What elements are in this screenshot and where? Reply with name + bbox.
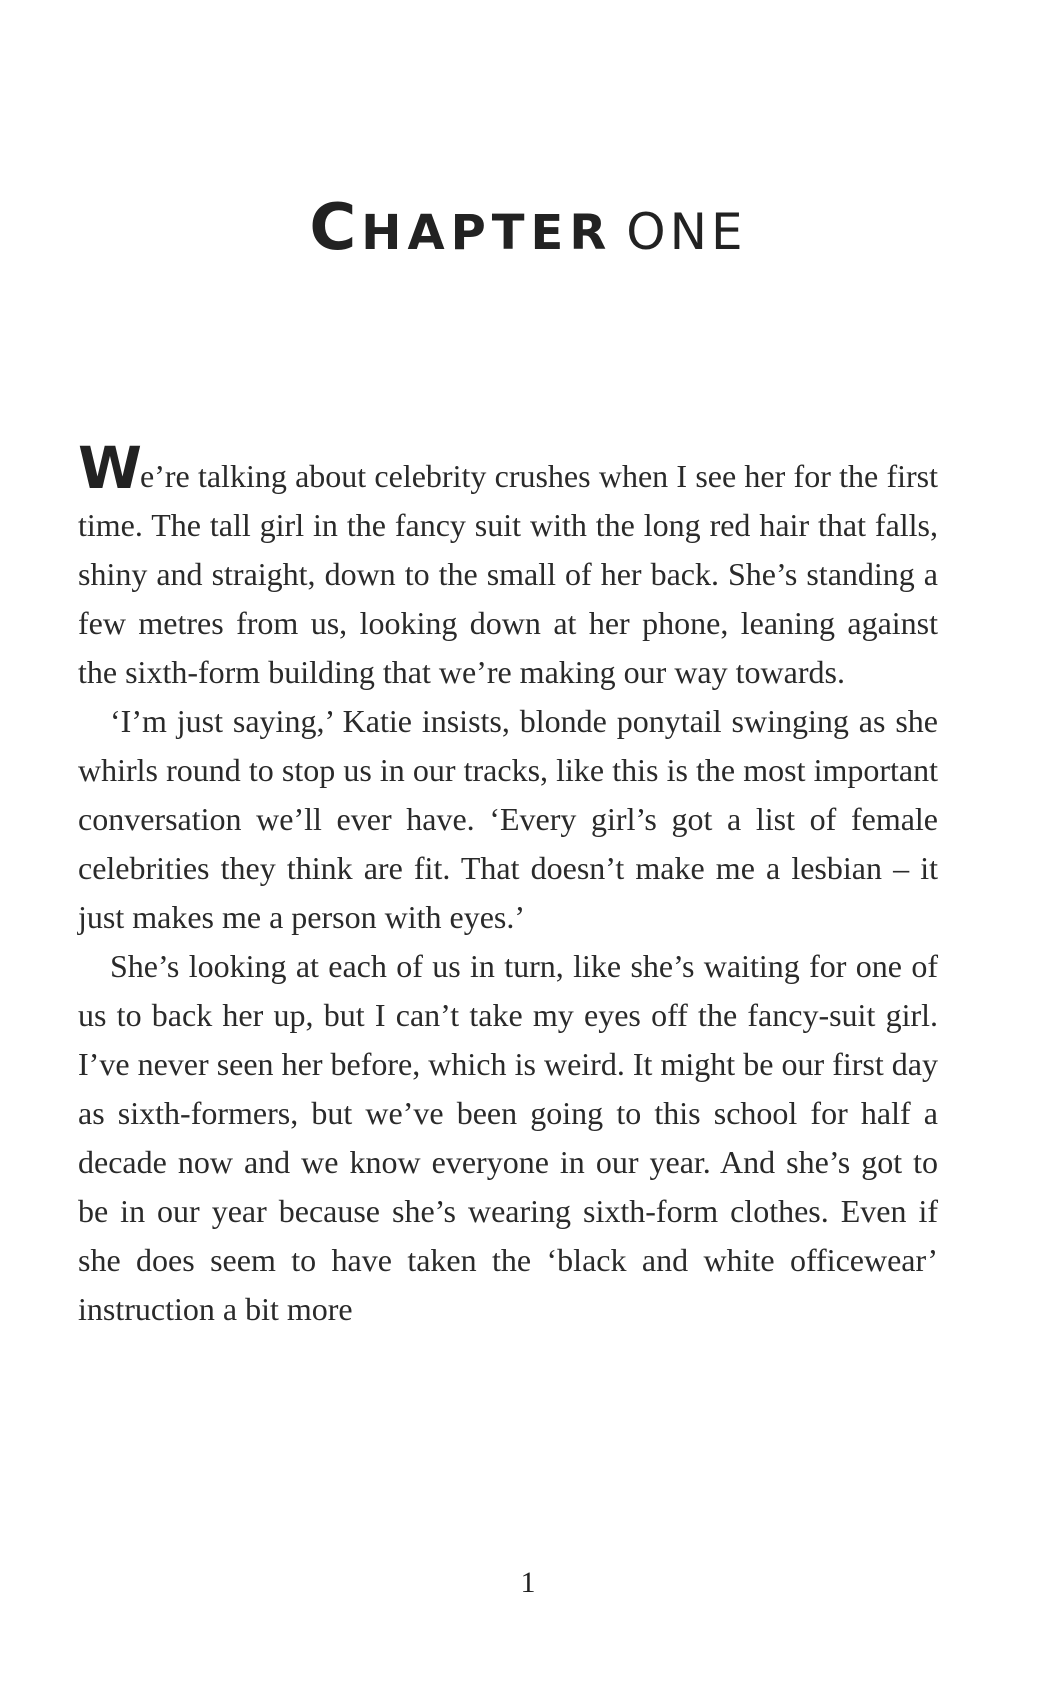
- paragraph-2: ‘I’m just saying,’ Katie insists, blonde ponytail swinging as she whirls round to stop us in our tracks, like this is the most important conversation we’ll ever have. ‘Every girl’s got a list of female celebrities they think are fit. That doesn’t make me a lesbian – it just makes me a person with eyes.’: [78, 703, 938, 935]
- paragraph-1-text: e’re talking about celebrity crushes when I see her for the first time. The tall girl in the fancy suit with the long red hair that falls, shiny and straight, down to the small of her back. She’s standing a few metres from us, looking down at her phone, leaning against the sixth-form building that we’re making our way towards.: [78, 458, 938, 690]
- chapter-title: [0, 191, 1056, 265]
- chapter-title-word: HAPTER: [361, 205, 613, 261]
- page-number: 1: [520, 1566, 536, 1599]
- chapter-body: [78, 434, 938, 1334]
- drop-cap: W: [78, 434, 140, 502]
- paragraph-1: [78, 434, 938, 697]
- chapter-title-initial: C: [309, 191, 362, 265]
- paragraph-3: She’s looking at each of us in turn, like she’s waiting for one of us to back her up, but I can’t take my eyes off the fancy-suit girl. I’ve never seen her before, which is weird. It might be our first day as sixth-formers, but we’ve been going to this school for half a decade now and we know everyone in our year. And she’s got to be in our year because she’s wearing sixth-form clothes. Even if she does seem to have taken the ‘black and white officewear’ instruction a bit more: [78, 948, 938, 1327]
- chapter-title-number: ONE: [626, 203, 747, 261]
